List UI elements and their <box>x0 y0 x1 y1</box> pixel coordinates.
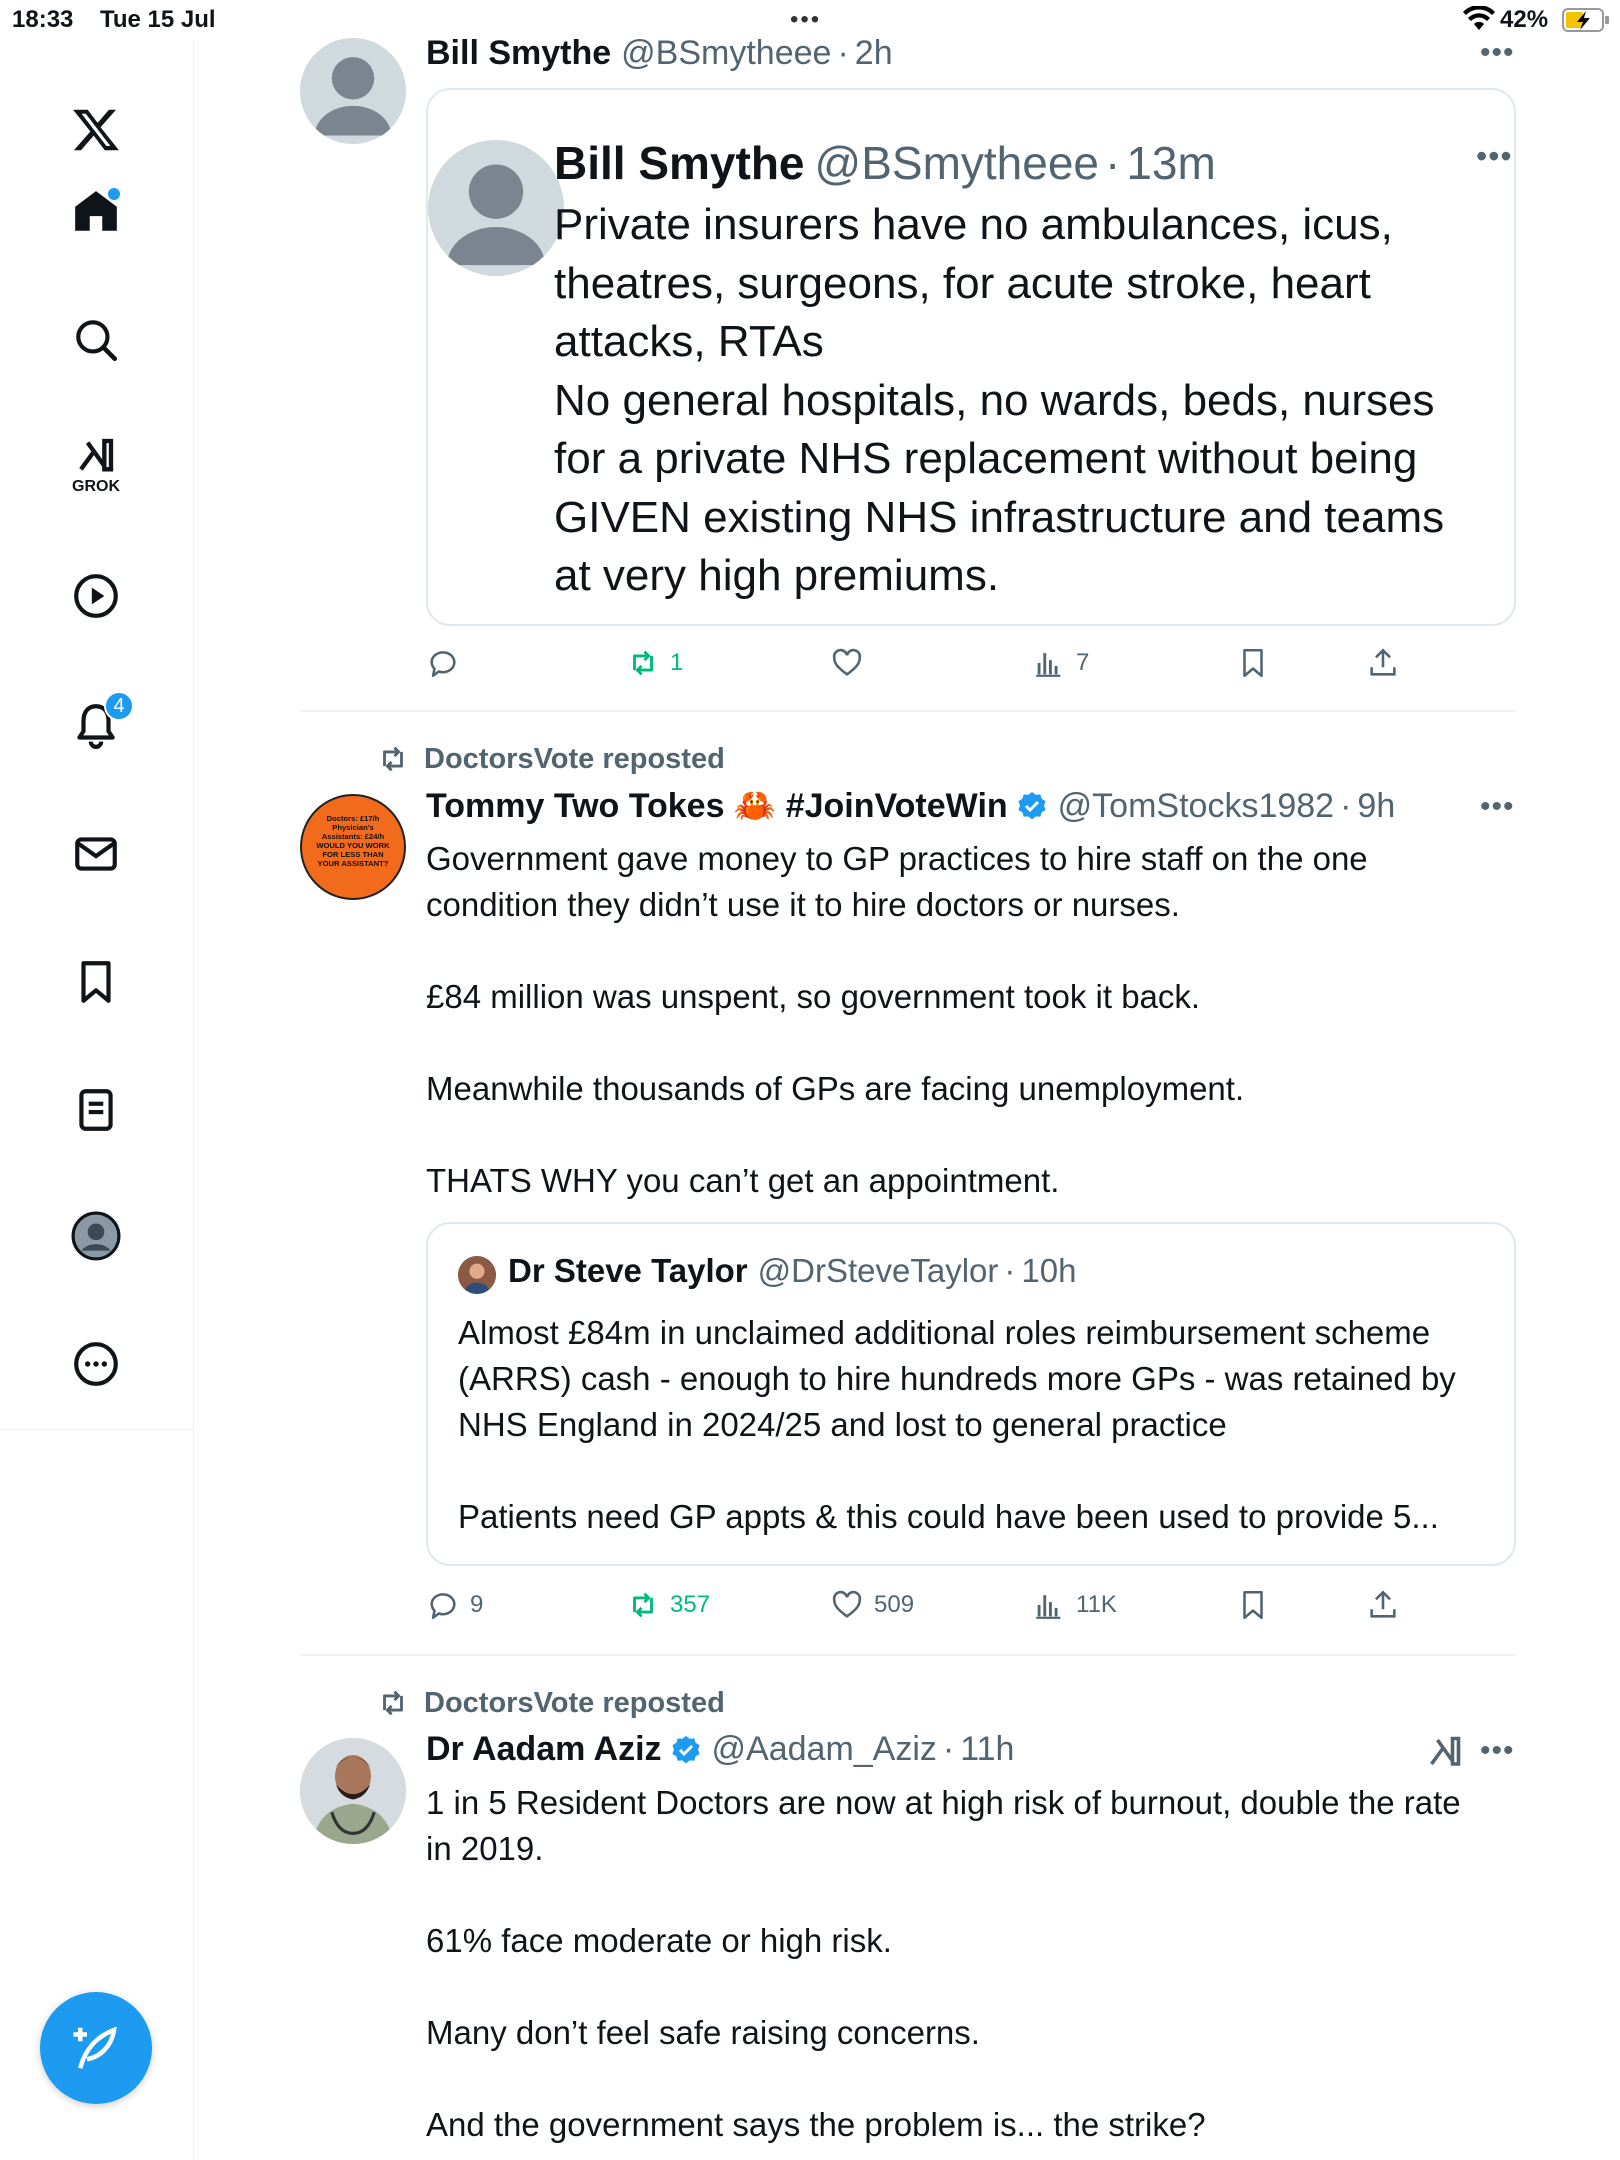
tweet-text: Government gave money to GP practices to hire staff on the one condition they didn’t use it to hire doctors or nurses. £84 million was unspent, so government took it back. Meanwhile thousands of GPs are facing unemployment. THATS WHY you can’t get an appointment. <box>426 840 1368 1199</box>
tweet-actions <box>426 638 1516 688</box>
reposted-by[interactable] <box>376 742 725 776</box>
avatar[interactable] <box>300 38 406 144</box>
separator-dot: · <box>1105 137 1121 189</box>
sidebar-item-x-logo[interactable] <box>56 90 136 170</box>
bookmark-button[interactable] <box>1236 638 1270 688</box>
author-name[interactable]: Bill Smythe <box>426 34 612 72</box>
bookmark-button[interactable] <box>1236 1580 1270 1630</box>
quote-author-handle: @BSmytheee <box>814 137 1100 189</box>
tweet-divider <box>300 710 1516 712</box>
tweet-header <box>426 1730 1014 1769</box>
quote-author-name: Dr Steve Taylor <box>508 1252 748 1289</box>
author-name[interactable]: Tommy Two Tokes 🦀 #JoinVoteWin <box>426 787 1008 825</box>
reply-count: 9 <box>470 1591 484 1618</box>
repost-count: 1 <box>670 649 684 676</box>
author-name[interactable]: Dr Aadam Aziz <box>426 1730 662 1768</box>
repost-icon <box>626 1588 660 1622</box>
reply-button[interactable] <box>426 638 470 688</box>
person-photo-icon <box>458 1256 496 1294</box>
verified-badge-icon <box>1016 790 1048 822</box>
default-avatar-icon <box>300 38 406 144</box>
like-button[interactable] <box>830 1580 914 1630</box>
sidebar-nav <box>0 40 194 1430</box>
like-button[interactable] <box>830 638 874 688</box>
compose-button[interactable] <box>40 1992 152 2104</box>
repost-count: 357 <box>670 1591 711 1618</box>
repost-button[interactable] <box>626 1580 710 1630</box>
more-options-icon[interactable]: ••• <box>1480 36 1515 69</box>
tweet-header <box>426 786 1395 826</box>
sidebar-item-bookmarks[interactable] <box>56 942 136 1022</box>
sidebar-item-more[interactable] <box>56 1324 136 1404</box>
avatar[interactable] <box>300 1738 406 1844</box>
heart-icon <box>830 1588 864 1622</box>
share-button[interactable] <box>1366 1580 1400 1630</box>
profile-avatar-icon <box>71 1211 121 1261</box>
reply-button[interactable] <box>426 1580 483 1630</box>
battery-charging-icon <box>1562 8 1610 32</box>
bookmark-icon <box>1236 646 1270 680</box>
author-handle[interactable]: @Aadam_Aziz <box>711 1730 937 1768</box>
quote-tweet[interactable] <box>426 88 1516 626</box>
share-icon <box>1366 646 1400 680</box>
avatar[interactable] <box>300 794 406 900</box>
avatar-text: Doctors: £17/h Physician's Assistants: £24/h WOULD YOU WORK FOR LESS THAN YOUR ASSISTANT? <box>316 814 390 868</box>
sidebar-item-grok[interactable] <box>56 426 136 506</box>
search-icon <box>71 315 121 365</box>
reply-icon <box>426 1588 460 1622</box>
default-avatar-icon <box>428 140 564 276</box>
quote-time: 10h <box>1021 1252 1077 1289</box>
reposted-by-label: DoctorsVote reposted <box>424 1686 725 1719</box>
share-button[interactable] <box>1366 638 1400 688</box>
quote-author-name: Bill Smythe <box>554 137 805 189</box>
quote-author-handle: @DrSteveTaylor <box>757 1252 999 1289</box>
play-icon <box>71 571 121 621</box>
heart-icon <box>830 646 864 680</box>
more-options-icon[interactable]: ••• <box>1480 1734 1515 1767</box>
sidebar-item-articles[interactable] <box>56 1070 136 1150</box>
multitask-dots-icon[interactable]: ••• <box>790 6 822 33</box>
tweet-time[interactable]: 9h <box>1357 786 1396 825</box>
article-icon <box>71 1085 121 1135</box>
quote-tweet[interactable] <box>426 1222 1516 1566</box>
reply-icon <box>426 646 460 680</box>
bookmark-icon <box>71 957 121 1007</box>
quote-more-icon[interactable]: ••• <box>1476 138 1513 174</box>
notifications-badge: 4 <box>104 691 134 721</box>
quote-time: 13m <box>1126 137 1216 189</box>
views-chart-icon <box>1032 1588 1066 1622</box>
quote-avatar <box>458 1256 496 1294</box>
grok-icon[interactable] <box>1426 1734 1464 1770</box>
sidebar-item-videos[interactable] <box>56 556 136 636</box>
x-logo-icon <box>71 105 121 155</box>
reposted-by-label: DoctorsVote reposted <box>424 742 725 775</box>
status-date: Tue 15 Jul <box>100 6 216 33</box>
grok-icon <box>74 436 118 476</box>
separator-dot: · <box>1340 786 1352 825</box>
quote-header <box>508 1252 1076 1290</box>
repost-icon <box>376 1686 410 1720</box>
bookmark-icon <box>1236 1588 1270 1622</box>
tweet-header <box>426 34 893 73</box>
views-button[interactable] <box>1032 638 1089 688</box>
repost-icon <box>376 742 410 776</box>
more-circle-icon <box>71 1339 121 1389</box>
share-icon <box>1366 1588 1400 1622</box>
status-time: 18:33 <box>12 6 74 33</box>
quote-text: Almost £84m in unclaimed additional roles reimbursement scheme (ARRS) cash - enough to hire hundreds more GPs - was retained by NHS England in 2024/25 and lost to general practice Patients need GP appts & this could have been used to provide 5... <box>458 1314 1456 1535</box>
battery-percent: 42% <box>1500 6 1549 33</box>
reposted-by[interactable] <box>376 1686 725 1720</box>
tweet-actions <box>426 1580 1516 1630</box>
compose-feather-icon <box>69 2021 123 2075</box>
separator-dot: · <box>837 34 849 72</box>
like-count: 509 <box>874 1591 915 1618</box>
mail-icon <box>71 829 121 879</box>
sidebar-item-messages[interactable] <box>56 814 136 894</box>
views-chart-icon <box>1032 646 1066 680</box>
view-count: 7 <box>1076 649 1090 676</box>
more-options-icon[interactable]: ••• <box>1480 790 1515 823</box>
home-unread-dot <box>108 188 120 200</box>
views-button[interactable] <box>1032 1580 1117 1630</box>
sidebar-border <box>193 1420 194 2160</box>
sidebar-item-notifications[interactable] <box>56 685 136 765</box>
quote-text: Private insurers have no ambulances, icus, theatres, surgeons, for acute stroke, heart attacks, RTAs No general hospitals, no wards, beds, nurses for a private NHS replacement without being GIVEN existing NHS infrastructure and teams at very high premiums. <box>554 200 1445 600</box>
tweet-time[interactable]: 11h <box>960 1730 1015 1768</box>
author-handle[interactable]: @BSmytheee <box>621 34 832 72</box>
tweet-text: 1 in 5 Resident Doctors are now at high risk of burnout, double the rate in 2019. 61% face moderate or high risk. Many don’t feel safe raising concerns. And the government says the problem is... the strike? <box>426 1784 1461 2143</box>
author-handle[interactable]: @TomStocks1982 <box>1057 786 1335 825</box>
separator-dot: · <box>1004 1252 1016 1289</box>
sidebar-item-home[interactable] <box>56 172 136 252</box>
verified-badge-icon <box>670 1734 702 1766</box>
sidebar-item-explore[interactable] <box>56 300 136 380</box>
tweet-divider <box>300 1654 1516 1656</box>
grok-label: GROK <box>72 478 120 495</box>
repost-button[interactable] <box>626 638 683 688</box>
sidebar-item-profile[interactable] <box>56 1196 136 1276</box>
tweet-time[interactable]: 2h <box>854 34 893 72</box>
repost-icon <box>626 646 660 680</box>
quote-header <box>554 136 1216 190</box>
wifi-icon <box>1462 6 1496 32</box>
person-photo-icon <box>300 1738 406 1844</box>
separator-dot: · <box>942 1730 955 1768</box>
view-count: 11K <box>1076 1591 1117 1618</box>
quote-avatar <box>428 140 564 276</box>
